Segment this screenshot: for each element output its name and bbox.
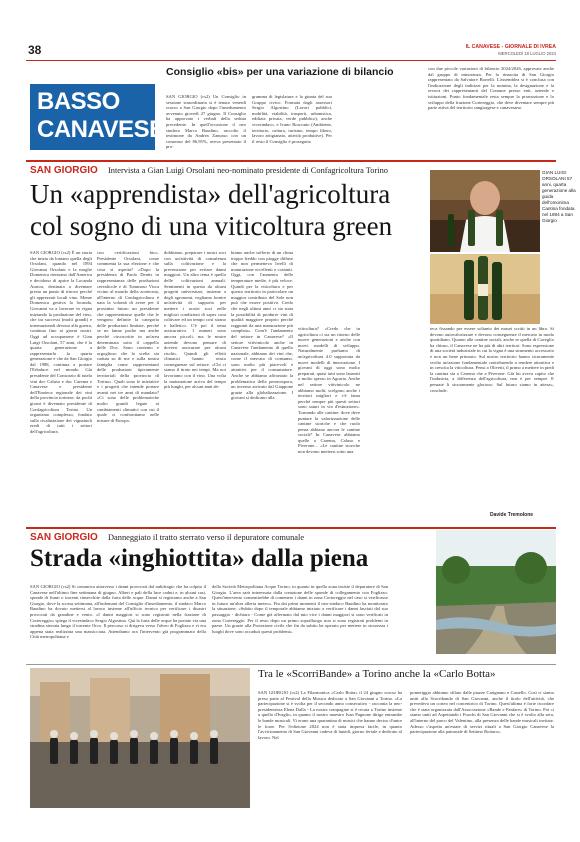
article-strada-col2: della Società Metropolitana Acque Torino, in quanto in quella zona insiste il depuratore di San Giorgio. L'area sarà interessata dalla creazione delle sponde di collegamento con Foglizzo. Quest'intervento consentirebbe di contenere i danni in zona Cortereggio nel caso si verificasse in futuro un'altra allerta meteo». Fin dai primi momenti il neo-sindaco Baudino ha monitorato la situazione. «Subito dopo il temporale abbiamo iniziato a verificare i danni lasciati dal suo passaggio - dichiara - Come già affermato dal mio vice i danni maggiori si sono verificati in zona Cortereggio. Per il resto dopo un primo sopralluogo non si sono registrati problemi in paese. Un grazie alla Protezione civile che fin da subito ha operato per mettere in sicurezza i luoghi dove sono accaduti questi problemi».: [212, 584, 388, 634]
article-agricoltura-col6: teca fissando per essere soltanto dei musei scritti in un libro. Si devono autovalorizzare e devono conseguenze il mercato in modo quotidiano. Quanto alle cantine sociali, anche se quella di Cuceglio ha chiuso, il Canavese ne ha più di altri territori. Sono espressione di una società industriale in cui la vigna è una strumento accessorio e non un bene primario. Sul nostro territorio hanno sicuramente svolto un'azione fondamentale contribuendo a rendere attrattiva e in crescita la viticoltura. Pensi a Olivetti, il primo a mettere in piedi la cantina sia a Carema che a Piverone. Già lui aveva capito che l'industria, a differenza dell'agricoltura, non è per sempre. E pensate li sicuramente glorioso. Sul futuro siamo in attesa», conclude.: [430, 326, 554, 393]
photo-strada-image: [436, 530, 556, 654]
article-agricoltura-author: Davide Tremolone: [490, 512, 534, 518]
article-agricoltura-headline-2: col sogno di una viticoltura green: [30, 211, 393, 241]
article-scorribande-col2: pomeriggio abbiamo sfilato dalle piazze Carignano e Castello. Così ci siamo uniti alla Scorribanda di San Giovanni, anche il titolo dell'attività, che prevedeva un corteo nel concentrico di Torino. Quest'ultima è forte ricordare che è stata organizzata dall'Associazione «Bande e Fanfare» di Torino. Poi ci siamo uniti ad Aspettando i Fuochi di San Giovanni che si è svolto alla sera, all'interno del parco del Valentino, alla presenza delle bande musicali invitate. Adesso c'aspetta un'estate di servizi rituali a San Giorgio Canavese la partecipazione alla patronale di Settimo Rottaro».: [410, 690, 554, 735]
article-agricoltura-col3: dobbiamo, preparare i nostri soci con un'attività di consulenza sulla coltivazione e la prevenzione per evitare danni maggiori. Un altro tema è quello delle coltivazioni annuali. Sentimenti in questa da alcuni progetti universitari, insieme a degli agronomi, vogliamo fornire un'attività di supporto per mettere i nostri soci nelle migliori condizioni di saper cosa coltivare ed un tempo così strano e balletico. C'è poi il tema assicurativo. I numeri sono ancora piccoli, ma le nostre aziende devono pensare di doversi assicurare per alcuni rischi». Quindi gli effetti climatici hanno avuto conseguenze sul settore. «Chi ci siamo il tirato nei tempi. Ma noi lavoriamo con il vino. Una volta la maturazione arriva del tempo più lunghi, per alcuni anni ab-: [164, 250, 226, 390]
photo-orsolani-image: [430, 170, 540, 252]
masthead-line1: BASSO: [37, 88, 120, 115]
page-header: [26, 44, 556, 58]
article-scorribande-col1: SAN GIORGIO (cs2) La Filarmonica «Carlo Botta» il 24 giugno scorso ha preso parte al Festival della Musica dedicato a San Giovanni a Torino. «La partecipazione si è svolta per il secondo anno consecutivo - racconta la neo-presidentessa Elena Dalla - La nostra compagine si è recata a Torino insieme a quella d'Ivaglio, in quanto il nostro maestro Ivan Pagnone dirige entrambe le bande musicali. Vi erano una quarantina di musici che hanno deciso d'unire le forze. Per l'edizione 2024 non è stata impresa facile, in quanto l'avvicinamento di San Giovanni cadeva di lunedì, giorno feriale e dedicato al lavoro. Nel: [258, 690, 402, 740]
section-divider-3: [26, 664, 556, 665]
article-scorribande-headline: Tra le «ScorriBande» a Torino anche la «Carlo Botta»: [258, 668, 496, 680]
article-consiglio-col2: gramma di legislatura e la giunta del suo Gruppo civico. Formata dagli assessori Sergio Algostino (Lavori pubblici, mobilità, viabilità, trasporti, urbanistica, edilizia privata, verde pubblico), anche vicesindaco, e Ivano Rosconto (Ambiente, territorio, cultura, turismo, tempo libero, lavoro artigianato, attività produttive). Per il resto il Consiglio è proseguito: [252, 94, 332, 144]
article-strada-kicker: Danneggiato il tratto sterrato verso il depuratore comunale: [108, 533, 305, 542]
article-consiglio-headline: Consiglio «bis» per una variazione di bilancio: [166, 66, 394, 78]
section-masthead: [30, 84, 165, 150]
photo-banda-image: [30, 668, 250, 808]
article-agricoltura-col2: con certificazioni bio». Presidente Orsolani, come commenta la sua elezione e che cosa si aspetta? «Dopo la presidenza di Paolo Dentis in rappresentanza delle produzioni cerealicole e di Tommaso Visca vicino al mondo della zootecnia, all'interno di Confagricoltura è nata la volontà di avere per il prossimo futuro un presidente che rappresentasse quelle che le vengono definite la categoria delle produzioni limitate, perché se ne fanno poche ma anche perché circoscritte in un'area determinata sotto il cappello delle Doc. Sono contento e orgoglioso che la scelta sia caduta su di me e sulla nostra famiglia come rappresentanti delle produzioni tipicamente territoriali della provincia di Torino». Quali sono le iniziative e i progetti che intende portare avanti nei tre anni di mandato? «Ci sono delle problematiche molto grandi legate ai cambiamenti climatici con cui il quale ci confrontiamo nelle misure di Europa.: [97, 250, 159, 423]
photo-strada: [436, 530, 556, 654]
header-divider: [26, 60, 556, 61]
photo-orsolani: [430, 170, 540, 252]
article-agricoltura-headline-1: Un «apprendista» dell'agricoltura: [30, 179, 391, 209]
page-number: 38: [28, 43, 42, 57]
article-agricoltura-kicker: Intervista a Gian Luigi Orsolani neo-nominato presidente di Confagricoltura Torino: [108, 166, 388, 175]
photo-bottles-image: [430, 254, 540, 324]
section-divider-2: [26, 527, 556, 529]
article-strada-headline: Strada «inghiottita» dalla piena: [30, 545, 369, 572]
photo-banda: [30, 668, 250, 808]
article-agricoltura-col5: viticoltura? «Credo che in agricoltura ci sia un ritorno delle nuove generazioni e anche con nuovi modelli di sviluppo. Naturalmente parliamo di un'agricoltura 4.0 supportata da nuovi modelli di innovazione. I giovani di oggi sono molto preparati, quasi tutti sono laureati o molto spesso in Agraria. Anche nel settore vitivinicolo ne abbiamo molti, scelgono anche i territori migliori e c'è fama perché sempre più questi settori sono saturi in via d'estinzione». Tornando alle cantine: dove deve puntare la valorizzazione delle cantine storiche e che ruolo pensa abbiano ancora le cantine sociali? In Canavese abbiamo quelle a Carema, Caluso e Piverone... «Le cantine storiche non devono mettersi sotto una: [298, 326, 360, 455]
article-agricoltura-col4: biamo anche sofferto di un clima troppo freddo con piogge diffuse che non permetteva livelli di maturazione eccellenti e costanti. Oggi, con l'aumento delle temperature medie, è più veloce. Quindi per la viticoltura e per questo territorio in particolare un maggior contributo del Sole non può che essere positivo. Credo che negli ultimi anni ci sia stata la possibilità di produrre vini di qualità maggiore proprio perché ragguinti da una maturazione più completa». Com'è l'andamento del settore in Canavese? «Il settore vitivinicolo anche in Canavese l'andamento di quello nazionale, abbiamo dei vini che, come il mercato di consumo, sono molto più piacevoli e attrattivi per il consumatore. Anche se abbiamo affrontato la problematica della peronospora, un inverno arrivato dal Giappone grazie alla globalizzazione. I giovani si dedicano alla: [231, 250, 293, 401]
photo-bottles: [430, 254, 540, 324]
issue-date: MERCOLEDÌ 18 LUGLIO 2024: [498, 51, 556, 56]
section-divider-1: [26, 160, 556, 162]
article-agricoltura-col1: SAN GIORGIO (cs2) È un storia che inizia da lontano quella degli Orsolani, quando nel 1894 Giovanni Orsolani e la moglie Domenica rientrano dall'America e decidono di aprire la Locanda Aurora, destinata a diventare presto un punto di ritrovo perché gli apprezzati locali vino. Meme Domenica gestiva la locanda, Giovanni va a lavorare in vigna iniziando la produzione del vino, che tra successi (molti grandi) e internazionali devono alla guerra, continua fino ai giorni nostri. Oggi ad occuparsene è Gian Luigi Orsolani, 57 anni, che è la quarta generazione a rappresentarla la quarta generazione e che da San Giorgio dal 1988, continua a portare l'Erbaluce nel mondo. Già presidente del Consorzio di tutela vini doc Caluso e doc Carema e Canavese e presidente dell'Enoteca regionale dei vini della provincia torinese, da pochi giorni è diventato presidente di Confagricoltura Torino. Un organismo complesso, fondato sulla rivalutazione dei vignaiuoli eredi di tutti i settori dell'agricoltura.: [30, 250, 92, 434]
masthead-line2: CANAVESE: [37, 116, 165, 143]
article-strada-place: SAN GIORGIO: [30, 532, 98, 543]
photo-orsolani-caption: GIAN LUIGI ORSOLANI 57 anni, quarta generazione alla guida dell'omonima Cantina fondata nel 1894 a San Giorgio: [542, 170, 576, 223]
article-strada-col1: SAN GIORGIO (cs2) Si comunica attraverso i danni provocati dal nubifragio che ha colpito il Canavese nell'ultimo fine settimana di giugno. Alberi e pali della luce caduti e, in alcuni casi, sponde di fiumi o torrenti rinsecchite dalla furia delle acque. Danni si registrano anche a San Giorgio, dove la scorsa settimana, all'indomani del Consiglio d'insediamento, il sindaco Marco Baudino ha dovuto mettersi al lavoro insieme all'ufficio tecnico per verificare i disastri provocati da grandine e vento. «I danni maggiori si sono registrati nella frazione di Cortereggio» spiega il vicesindaco Sergio Algostino. Qui la furia delle acque ha portato via una stradina sterrata lungo il torrente Orco. Il percorso si dirigeva verso l'alveo di Foglizzo e vi era appena stata realizzata una massicciata. Attendiamo ora l'intervento già programmato della Città metropolitana e: [30, 584, 206, 640]
article-agricoltura-place: SAN GIORGIO: [30, 165, 98, 176]
section-title: IL CANAVESE - GIORNALE DI IVREA: [465, 44, 556, 50]
article-consiglio-col1: SAN GIORGIO (cs2) Un Consiglio in sessione straordinaria si è tenuto venerdì scorso a San Giorgio dopo l'insediamento avvenuto giovedì 27 giugno. Il Consiglio ha approvato i verbali della seduta precedente. In quell'occasione il neo sindaco Marco Baudino, raccolto il testimone da Andrea Zanusso con un consenso del 86,95%, aveva presentato il pro-: [166, 94, 246, 150]
article-consiglio-col3: con due piccole variazioni di bilancio 2024/2026, approvate anche dal gruppo di minoranza. Per la rinascita di San Giorgio rappresentato da Salvatore Borrelli. L'assemblea si è conclusa con l'indicazione degli indirizzi per la nomina, la designazione e la revoca dei rappresentanti del Comune presso enti, aziende e istituzioni. Punto fondamentale resta sempre la promozione e lo sviluppo della frazione Cortereggio, che deve diventare sempre più parte attiva del territorio sangiorgese e canavesano.: [428, 66, 554, 111]
